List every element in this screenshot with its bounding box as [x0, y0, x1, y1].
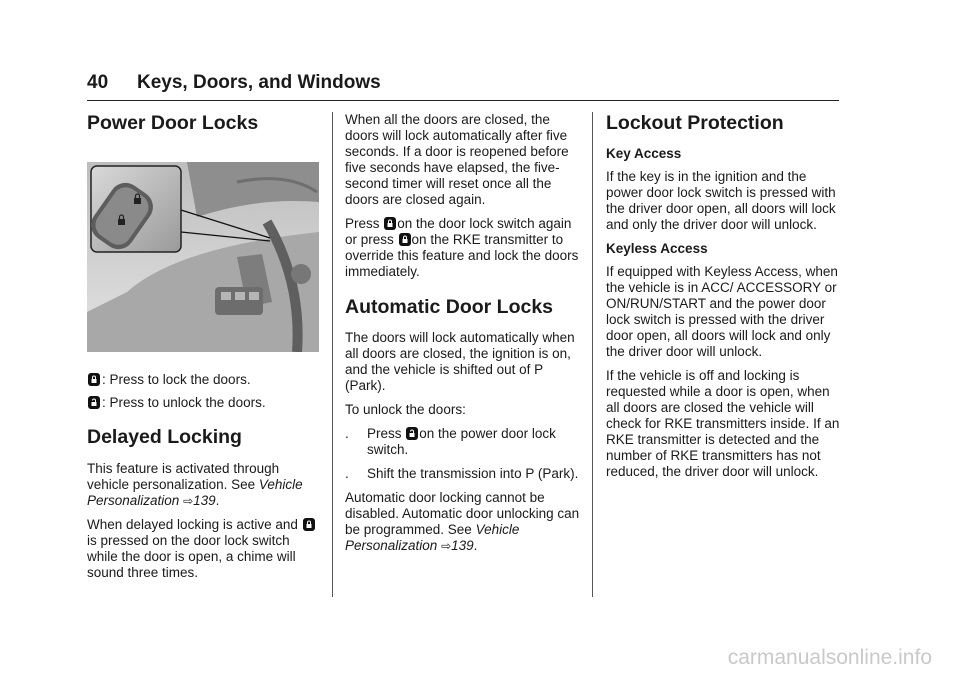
page-number: 40: [87, 72, 109, 93]
column-left: [87, 112, 322, 589]
watermark: carmanualsonline.info: [727, 646, 932, 669]
column-right: [606, 112, 840, 488]
column-middle: [345, 112, 580, 562]
automatic-door-locks-heading: Automatic Door Locks: [345, 296, 554, 318]
unlock-legend: [87, 395, 322, 410]
column-divider-2: [592, 112, 593, 597]
power-door-locks-heading: Power Door Locks: [87, 112, 259, 134]
list-item: . Press on the power door lock switch.: [345, 426, 556, 458]
lock-icon: [88, 373, 100, 386]
keyless-access-subheading: Keyless Access: [606, 241, 708, 257]
bullet-mark: .: [345, 466, 349, 482]
list-item: . Shift the transmission into P (Park).: [345, 466, 579, 482]
lockout-protection-heading: Lockout Protection: [606, 112, 784, 134]
unlock-icon: [406, 427, 418, 440]
lock-icon: [384, 217, 396, 230]
delayed-locking-paragraph-2: When delayed locking is active and is pressed on the door lock switch while the door is open, a chime will sound three times.: [87, 517, 322, 581]
door-lock-switch-figure: [87, 162, 319, 352]
delayed-locking-paragraph-1: This feature is activated through vehicle personalization. See Vehicle Personalization ⇨139.: [87, 460, 303, 508]
rke-check-paragraph: If the vehicle is off and locking is requested while a door is open, when all doors are closed the vehicle will check for RKE transmitters inside. If an RKE transmitter is detected and the number of RKE transmitters has not reduced, the driver door will unlock.: [606, 368, 840, 480]
lock-legend: [87, 372, 322, 387]
unlock-icon: [88, 396, 100, 409]
keyless-access-paragraph: If equipped with Keyless Access, when the vehicle is in ACC/ ACCESSORY or ON/RUN/START and the power door lock switch is pressed with the driver door open, all doors will lock and only the driver door will unlock.: [606, 264, 838, 360]
override-paragraph: Press on the door lock switch again or press on the RKE transmitter to override this feature and lock the doors immediately.: [345, 216, 579, 279]
lock-icon: [303, 518, 315, 531]
delayed-locking-heading: Delayed Locking: [87, 426, 242, 449]
page-ref-number[interactable]: 139: [451, 538, 474, 554]
chapter-title: Keys, Doors, and Windows: [137, 72, 381, 93]
page-ref-arrow-icon: ⇨: [183, 493, 194, 508]
lock-legend-text: : Press to lock the doors.: [102, 372, 251, 388]
to-unlock-paragraph: To unlock the doors:: [345, 402, 466, 418]
key-access-paragraph: If the key is in the ignition and the power door lock switch is pressed with the driver door open, all doors will lock and only the driver door will unlock.: [606, 169, 836, 233]
lock-icon: [399, 233, 411, 246]
auto-lock-timer-paragraph: When all the doors are closed, the doors will lock automatically after five seconds. If a door is reopened before five seconds have elapsed, the five-second timer will reset once all the doors are closed again.: [345, 112, 569, 207]
page-header: [87, 72, 839, 101]
vehicle-personalization-link[interactable]: Vehicle Personalization: [345, 522, 520, 554]
door-panel-illustration: [87, 162, 319, 352]
bullet-mark: .: [345, 426, 349, 442]
unlock-programming-paragraph: Automatic door locking cannot be disabled. Automatic door unlocking can be programmed. See Vehicle Personalization ⇨139.: [345, 490, 580, 554]
unlock-legend-text: : Press to unlock the doors.: [102, 395, 266, 411]
column-divider-1: [332, 112, 333, 597]
automatic-locks-paragraph: The doors will lock automatically when all doors are closed, the ignition is on, and the vehicle is shifted out of P (Park).: [345, 330, 575, 394]
vehicle-personalization-link[interactable]: Vehicle Personalization: [87, 476, 303, 508]
page-ref-number[interactable]: 139: [193, 492, 216, 508]
key-access-subheading: Key Access: [606, 146, 682, 162]
page-ref-arrow-icon: ⇨: [441, 539, 452, 554]
